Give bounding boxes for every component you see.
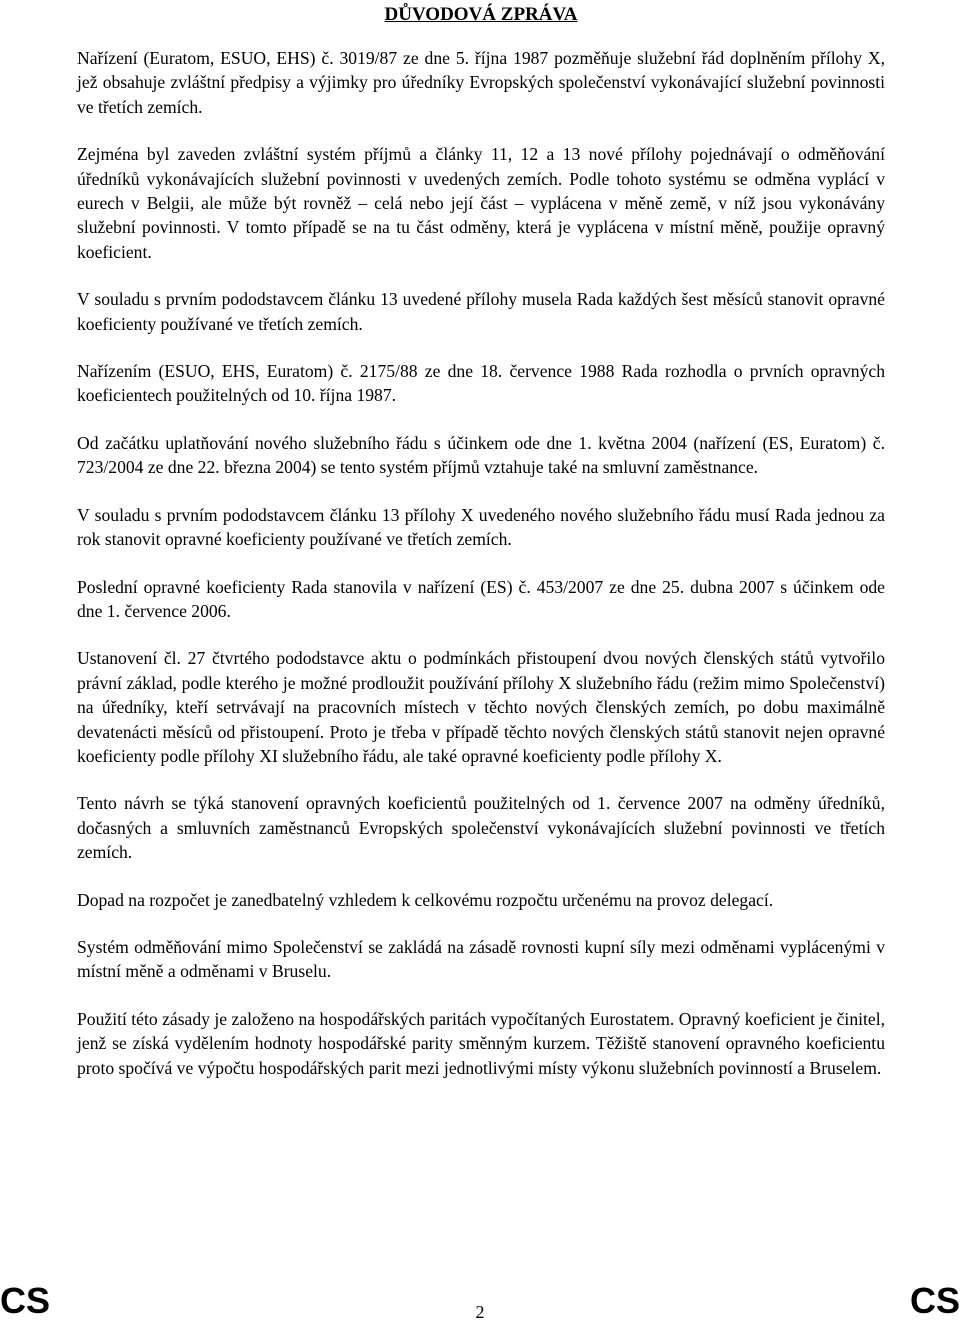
document-title: DŮVODOVÁ ZPRÁVA <box>384 4 578 25</box>
paragraph: V souladu s prvním pododstavcem článku 13 uvedené přílohy musela Rada každých šest měsíců stanovit opravné koeficienty používané ve třetích zemích. <box>77 289 885 334</box>
footer-language-right: CS <box>909 1280 960 1321</box>
paragraph: Zejména byl zaveden zvláštní systém příjmů a články 11, 12 a 13 nové přílohy pojednávají o odměňování úředníků vykonávajících služební povinnosti v uvedených zemích. Podle tohoto systému se odměna vyplácí v eurech v Belgii, ale může být rovněž – celá nebo její část – vyplácena v měně země, v níž jsou vykonávány služební povinnosti. V tomto případě se na tu část odměny, která je vyplácena v místní měně, použije opravný koeficient. <box>77 144 885 262</box>
paragraph: Nařízením (ESUO, EHS, Euratom) č. 2175/88 ze dne 18. července 1988 Rada rozhodla o prvních opravných koeficientech použitelných od 10. října 1987. <box>77 361 885 406</box>
paragraph: Systém odměňování mimo Společenství se zakládá na zásadě rovnosti kupní síly mezi odměnami vyplácenými v místní měně a odměnami v Bruselu. <box>77 936 885 982</box>
paragraph: V souladu s prvním pododstavcem článku 13 přílohy X uvedeného nového služebního řádu musí Rada jednou za rok stanovit opravné koeficienty používané ve třetích zemích. <box>77 504 885 550</box>
paragraph: Dopad na rozpočet je zanedbatelný vzhledem k celkovému rozpočtu určenému na provoz delegací. <box>77 889 774 910</box>
document-body <box>77 46 885 1103</box>
paragraph: Použití této zásady je založeno na hospodářských paritách vypočítaných Eurostatem. Opravný koeficient je činitel, jenž se získá vydělením hodnoty hospodářské parity směnným kurzem. Těžiště stanovení opravného koeficientu proto spočívá ve výpočtu hospodářských parit mezi jednotlivými místy výkonu služebních povinností a Bruselem. <box>77 1008 885 1078</box>
paragraph: Ustanovení čl. 27 čtvrtého pododstavce aktu o podmínkách přistoupení dvou nových členských států vytvořilo právní základ, podle kterého je možné prodloužit používání přílohy X služebního řádu (režim mimo Společenství) na úředníky, kteří setrvávají na pracovních místech v těchto nových členských zemích, po dobu maximálně devatenácti měsíců od přistoupení. Proto je třeba v případě těchto nových členských států stanovit nejen opravné koeficienty podle přílohy XI služebního řádu, ale také opravné koeficienty podle přílohy X. <box>77 648 885 766</box>
paragraph: Tento návrh se týká stanovení opravných koeficientů použitelných od 1. července 2007 na odměny úředníků, dočasných a smluvních zaměstnanců Evropských společenství vykonávajících služební povinnosti ve třetích zemích. <box>77 793 885 863</box>
paragraph: Poslední opravné koeficienty Rada stanovila v nařízení (ES) č. 453/2007 ze dne 25. dubna 2007 s účinkem ode dne 1. července 2006. <box>77 576 885 621</box>
paragraph: Od začátku uplatňování nového služebního řádu s účinkem ode dne 1. května 2004 (nařízení (ES, Euratom) č. 723/2004 ze dne 22. března 2004) se tento systém příjmů vztahuje také na smluvní zaměstnance. <box>77 432 885 478</box>
paragraph: Nařízení (Euratom, ESUO, EHS) č. 3019/87 ze dne 5. října 1987 pozměňuje služební řád doplněním přílohy X, jež obsahuje zvláštní předpisy a výjimky pro úředníky Evropských společenství vykonávající služební povinnosti ve třetích zemích. <box>77 48 885 117</box>
footer-language-left: CS <box>0 1280 51 1321</box>
page-number: 2 <box>475 1302 485 1322</box>
